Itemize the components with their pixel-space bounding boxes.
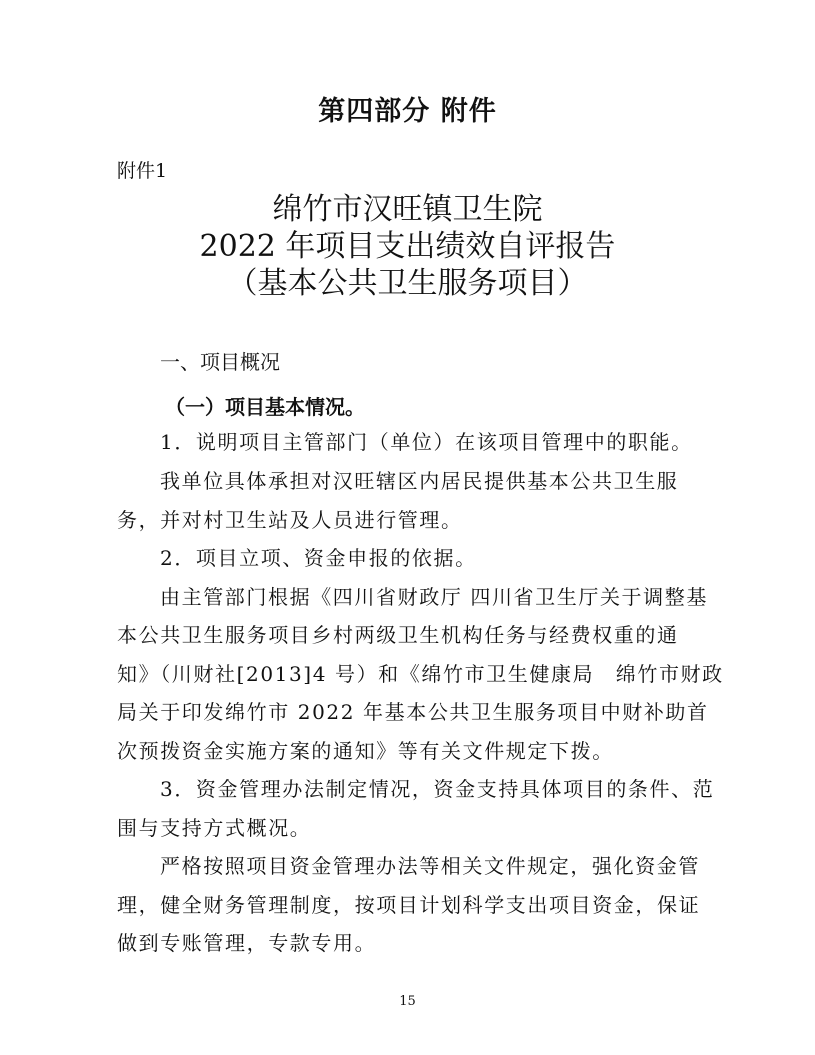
body-line: 局关于印发绵竹市 2022 年基本公共卫生服务项目中财补助首 xyxy=(117,700,709,724)
body-line: 围与支持方式概况。 xyxy=(117,816,312,840)
body-line: 由主管部门根据《四川省财政厅 四川省卫生厅关于调整基 xyxy=(160,585,708,609)
body-line: 2．项目立项、资金申报的依据。 xyxy=(160,546,477,570)
body-line: 知》（川财社[2013]4 号）和《绵竹市卫生健康局 绵竹市财政 xyxy=(117,662,724,686)
section-subheading: （一）项目基本情况。 xyxy=(165,395,365,419)
body-line: 3．资金管理办法制定情况，资金支持具体项目的条件、范 xyxy=(160,777,715,801)
body-line: 本公共卫生服务项目乡村两级卫生机构任务与经费权重的通 xyxy=(117,623,679,647)
part-title: 第四部分 附件 xyxy=(318,96,497,127)
section-heading: 一、项目概况 xyxy=(160,350,280,374)
body-line: 我单位具体承担对汉旺辖区内居民提供基本公共卫生服 xyxy=(160,469,679,493)
body-line: 严格按照项目资金管理办法等相关文件规定，强化资金管 xyxy=(160,854,700,878)
body-line: 次预拨资金实施方案的通知》等有关文件规定下拨。 xyxy=(117,739,614,763)
body-line: 务，并对村卫生站及人员进行管理。 xyxy=(117,508,463,532)
attachment-label: 附件1 xyxy=(117,160,168,182)
body-line: 做到专账管理，专款专用。 xyxy=(117,931,377,955)
body-line: 1．说明项目主管部门（单位）在该项目管理中的职能。 xyxy=(160,430,693,454)
report-title-line3: （基本公共卫生服务项目） xyxy=(227,266,588,301)
body-line: 理，健全财务管理制度，按项目计划科学支出项目资金，保证 xyxy=(117,893,701,917)
page-number: 15 xyxy=(399,994,416,1009)
report-title-line1: 绵竹市汉旺镇卫生院 xyxy=(272,192,543,227)
report-title-line2: 2022 年项目支出绩效自评报告 xyxy=(199,229,616,264)
